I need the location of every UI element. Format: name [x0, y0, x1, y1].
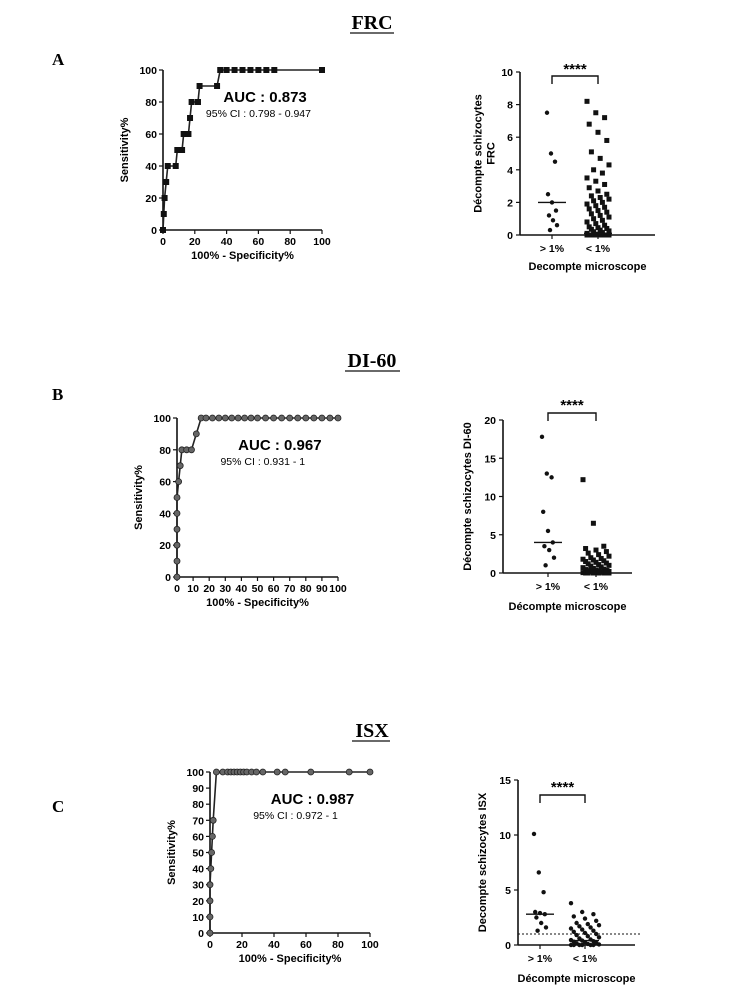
scatter-point	[580, 910, 584, 914]
scatter-y-tick-label: 10	[499, 830, 511, 842]
roc-x-tick-label: 40	[220, 236, 233, 248]
scatter-y-tick-label: 10	[484, 491, 496, 504]
roc-point	[327, 415, 333, 421]
roc-x-tick-label: 60	[252, 236, 265, 248]
roc-y-axis-label: Sensitivity%	[166, 820, 178, 885]
roc-point	[160, 227, 166, 233]
scatter-point	[572, 914, 576, 918]
scatter-y-tick-label: 15	[484, 453, 496, 466]
scatter-point	[591, 912, 595, 916]
roc-point	[335, 415, 341, 421]
roc-point	[287, 415, 293, 421]
scatter-point	[547, 213, 551, 217]
panel-label: C	[52, 797, 65, 816]
roc-point	[240, 67, 246, 73]
scatter-point	[598, 156, 603, 161]
scatter-point	[591, 216, 596, 221]
scatter-point	[597, 923, 601, 927]
scatter-point	[607, 563, 612, 568]
roc-point	[303, 415, 309, 421]
section-title: ISX	[355, 720, 389, 742]
roc-point	[271, 67, 277, 73]
scatter-point	[589, 149, 594, 154]
roc-point	[263, 415, 269, 421]
significance-bracket	[548, 413, 596, 421]
scatter-point	[602, 182, 607, 187]
roc-point	[187, 115, 193, 121]
roc-point	[174, 526, 180, 532]
roc-point	[224, 67, 230, 73]
scatter-point	[581, 477, 586, 482]
scatter-point	[602, 115, 607, 120]
scatter-point	[597, 942, 601, 946]
roc-point	[282, 769, 288, 775]
roc-y-tick-label: 60	[159, 476, 171, 489]
roc-point	[260, 769, 266, 775]
significance-stars: ****	[550, 779, 575, 796]
scatter-y-tick-label: 0	[490, 568, 496, 580]
roc-y-tick-label: 90	[192, 783, 204, 796]
roc-point	[367, 769, 373, 775]
roc-point	[188, 447, 194, 453]
roc-point	[209, 833, 215, 839]
roc-point	[346, 769, 352, 775]
roc-point	[174, 510, 180, 516]
roc-x-tick-label: 80	[332, 939, 344, 951]
scatter-y-axis-label: Décompte schizocytes DI-60	[462, 422, 474, 571]
roc-point	[217, 67, 223, 73]
roc-y-tick-label: 20	[159, 540, 171, 553]
ci-value: 95% CI : 0.931 - 1	[220, 456, 306, 468]
roc-point	[308, 769, 314, 775]
scatter-point	[589, 193, 594, 198]
roc-point	[161, 211, 167, 217]
roc-y-tick-label: 100	[186, 767, 204, 779]
scatter-point	[583, 916, 587, 920]
roc-point	[195, 99, 201, 105]
scatter-point	[537, 870, 541, 874]
scatter-point	[604, 549, 609, 554]
roc-y-tick-label: 80	[192, 799, 204, 812]
roc-x-axis-label: 100% - Specificity%	[238, 953, 342, 965]
scatter-point	[602, 205, 607, 210]
roc-point	[193, 431, 199, 437]
scatter-point	[546, 529, 550, 533]
roc-y-tick-label: 80	[159, 444, 171, 457]
roc-y-tick-label: 40	[145, 161, 157, 173]
roc-point	[222, 415, 228, 421]
roc-point	[274, 769, 280, 775]
scatter-point	[552, 556, 556, 560]
scatter-point	[534, 915, 538, 919]
scatter-point	[596, 571, 601, 576]
scatter-point	[572, 943, 576, 947]
roc-point	[255, 415, 261, 421]
scatter-y-tick-label: 8	[507, 99, 513, 112]
roc-point	[207, 898, 213, 904]
scatter-x-axis-label: Décompte microscope	[517, 973, 636, 985]
scatter-point	[532, 832, 536, 836]
panel-label: B	[52, 385, 64, 404]
roc-x-tick-label: 20	[236, 939, 248, 951]
roc-y-tick-label: 20	[192, 895, 204, 908]
scatter-point	[541, 890, 545, 894]
roc-x-tick-label: 60	[300, 939, 312, 951]
scatter-point	[586, 551, 591, 556]
roc-y-tick-label: 80	[145, 97, 157, 109]
scatter-point	[545, 111, 549, 115]
roc-y-tick-label: 100	[139, 65, 157, 77]
scatter-point	[600, 171, 605, 176]
roc-point	[163, 179, 169, 185]
roc-y-tick-label: 0	[151, 225, 157, 237]
roc-x-tick-label: 70	[283, 583, 296, 595]
roc-point	[210, 817, 216, 823]
scatter-point	[604, 210, 609, 215]
roc-y-axis-label: Sensitivity%	[119, 117, 131, 183]
scatter-point	[607, 162, 612, 167]
roc-y-tick-label: 0	[198, 928, 204, 940]
scatter-point	[598, 213, 603, 218]
scatter-point	[593, 110, 598, 115]
scatter-y-tick-label: 6	[507, 132, 513, 145]
panel-label: A	[52, 50, 65, 69]
scatter-y-tick-label: 10	[501, 67, 513, 79]
roc-point	[203, 415, 209, 421]
scatter-point	[600, 200, 605, 205]
scatter-point	[555, 223, 559, 227]
roc-point	[165, 163, 171, 169]
scatter-point	[594, 548, 599, 553]
roc-x-axis-label: 100% - Specificity%	[191, 250, 294, 262]
roc-x-tick-label: 10	[187, 583, 199, 595]
scatter-point	[587, 206, 592, 211]
roc-point	[207, 882, 213, 888]
roc-point	[311, 415, 317, 421]
roc-point	[209, 415, 215, 421]
scatter-y-tick-label: 2	[507, 197, 513, 210]
scatter-category-label: < 1%	[572, 953, 598, 965]
roc-point	[319, 415, 325, 421]
scatter-point	[549, 475, 553, 479]
roc-x-tick-label: 80	[299, 583, 312, 595]
scatter-point	[596, 208, 601, 213]
roc-point	[255, 67, 261, 73]
roc-y-tick-label: 100	[153, 413, 171, 425]
roc-point	[177, 463, 183, 469]
roc-y-tick-label: 60	[145, 129, 157, 141]
scatter-point	[598, 195, 603, 200]
roc-y-tick-label: 60	[192, 831, 204, 844]
scatter-point	[604, 192, 609, 197]
roc-x-tick-label: 50	[251, 583, 264, 595]
scatter-y-tick-label: 4	[507, 164, 513, 177]
scatter-point	[585, 99, 590, 104]
scatter-point	[594, 919, 598, 923]
scatter-point	[583, 546, 588, 551]
scatter-y-tick-label: 0	[505, 940, 511, 952]
roc-x-tick-label: 0	[174, 583, 180, 595]
roc-point	[229, 415, 235, 421]
scatter-category-label: > 1%	[527, 953, 553, 965]
roc-x-tick-label: 100	[361, 939, 379, 951]
roc-point	[213, 769, 219, 775]
scatter-y-axis-label: Décompte schizocytes	[472, 94, 485, 213]
roc-point	[208, 866, 214, 872]
scatter-point	[553, 159, 557, 163]
scatter-point	[607, 215, 612, 220]
scatter-category-label: < 1%	[583, 581, 609, 593]
roc-point	[209, 850, 215, 856]
scatter-point	[586, 571, 591, 576]
scatter-point	[607, 571, 612, 576]
roc-point	[214, 83, 220, 89]
roc-point	[263, 67, 269, 73]
scatter-point	[600, 218, 605, 223]
roc-point	[295, 415, 301, 421]
roc-point	[162, 195, 168, 201]
section-title: FRC	[351, 12, 393, 34]
scatter-point	[587, 122, 592, 127]
roc-point	[174, 574, 180, 580]
roc-point	[319, 67, 325, 73]
scatter-point	[547, 548, 551, 552]
scatter-point	[542, 544, 546, 548]
scatter-category-label: > 1%	[535, 581, 561, 593]
scatter-x-axis-label: Décompte microscope	[508, 601, 627, 613]
scatter-point	[546, 192, 550, 196]
scatter-point	[591, 167, 596, 172]
roc-y-tick-label: 0	[165, 572, 171, 584]
significance-stars: ****	[563, 61, 587, 78]
roc-point	[173, 163, 179, 169]
roc-y-tick-label: 40	[159, 508, 171, 521]
roc-x-tick-label: 80	[284, 236, 297, 248]
scatter-y-axis-label: Decompte schizocytes ISX	[477, 792, 489, 933]
scatter-point	[591, 198, 596, 203]
scatter-y-tick-label: 15	[499, 775, 511, 787]
scatter-y-tick-label: 20	[484, 415, 496, 427]
roc-x-tick-label: 40	[268, 939, 280, 951]
scatter-y-tick-label: 5	[490, 529, 496, 542]
roc-y-tick-label: 70	[192, 815, 204, 828]
scatter-point	[591, 943, 595, 947]
roc-x-tick-label: 60	[267, 583, 280, 595]
scatter-point	[607, 554, 612, 559]
section-title: DI-60	[347, 350, 397, 372]
scatter-point	[580, 943, 584, 947]
roc-point	[271, 415, 277, 421]
scatter-point	[593, 179, 598, 184]
scatter-point	[551, 218, 555, 222]
roc-point	[174, 558, 180, 564]
scatter-point	[545, 471, 549, 475]
roc-point	[189, 99, 195, 105]
roc-x-tick-label: 20	[188, 236, 201, 248]
roc-x-tick-label: 40	[235, 583, 248, 595]
roc-y-tick-label: 40	[192, 863, 204, 876]
scatter-category-label: < 1%	[585, 243, 611, 255]
scatter-point	[585, 202, 590, 207]
roc-point	[176, 479, 182, 485]
auc-value: AUC : 0.873	[223, 89, 307, 106]
auc-value: AUC : 0.967	[238, 437, 322, 454]
scatter-point	[596, 188, 601, 193]
roc-point	[174, 495, 180, 501]
scatter-point	[589, 211, 594, 216]
scatter-point	[549, 151, 553, 155]
roc-x-axis-label: 100% - Specificity%	[206, 597, 309, 609]
scatter-point	[541, 510, 545, 514]
roc-x-tick-label: 0	[207, 939, 213, 951]
scatter-point	[535, 929, 539, 933]
scatter-point	[597, 935, 601, 939]
roc-point	[216, 415, 222, 421]
roc-y-tick-label: 20	[145, 193, 157, 205]
scatter-point	[607, 197, 612, 202]
scatter-point	[554, 208, 558, 212]
scatter-x-axis-label: Decompte microscope	[528, 261, 647, 273]
significance-stars: ****	[560, 397, 584, 414]
roc-point	[253, 769, 259, 775]
ci-value: 95% CI : 0.972 - 1	[253, 810, 338, 822]
roc-y-axis-label: Sensitivity%	[133, 465, 145, 530]
scatter-category-label: > 1%	[539, 243, 565, 255]
roc-point	[279, 415, 285, 421]
scatter-point	[596, 130, 601, 135]
roc-x-tick-label: 100	[313, 236, 331, 248]
roc-y-tick-label: 50	[192, 847, 204, 860]
roc-point	[207, 930, 213, 936]
roc-point	[232, 67, 238, 73]
scatter-point	[585, 175, 590, 180]
scatter-y-tick-label: 5	[505, 885, 511, 897]
roc-point	[207, 914, 213, 920]
auc-value: AUC : 0.987	[270, 791, 355, 808]
roc-point	[179, 147, 185, 153]
roc-point	[235, 415, 241, 421]
scatter-point	[548, 228, 552, 232]
roc-point	[197, 83, 203, 89]
scatter-point	[601, 544, 606, 549]
roc-point	[247, 67, 253, 73]
roc-x-tick-label: 100	[329, 583, 347, 595]
scatter-y-tick-label: 0	[507, 230, 513, 242]
scatter-point	[543, 563, 547, 567]
roc-x-tick-label: 90	[316, 583, 328, 595]
roc-x-tick-label: 20	[203, 583, 216, 595]
roc-x-tick-label: 0	[160, 236, 166, 248]
scatter-point	[544, 925, 548, 929]
scatter-point	[569, 901, 573, 905]
roc-y-tick-label: 30	[192, 879, 204, 892]
scatter-y-axis-label: FRC	[485, 142, 498, 165]
roc-point	[248, 415, 254, 421]
scatter-point	[585, 219, 590, 224]
scatter-point	[593, 203, 598, 208]
roc-point	[242, 415, 248, 421]
roc-y-tick-label: 10	[192, 911, 204, 924]
scatter-point	[591, 521, 596, 526]
roc-point	[174, 542, 180, 548]
scatter-point	[604, 138, 609, 143]
roc-point	[185, 131, 191, 137]
scatter-point	[540, 435, 544, 439]
scatter-point	[587, 185, 592, 190]
ci-value: 95% CI : 0.798 - 0.947	[205, 108, 312, 120]
roc-x-tick-label: 30	[219, 583, 232, 595]
significance-bracket	[540, 795, 585, 803]
scatter-point	[539, 921, 543, 925]
